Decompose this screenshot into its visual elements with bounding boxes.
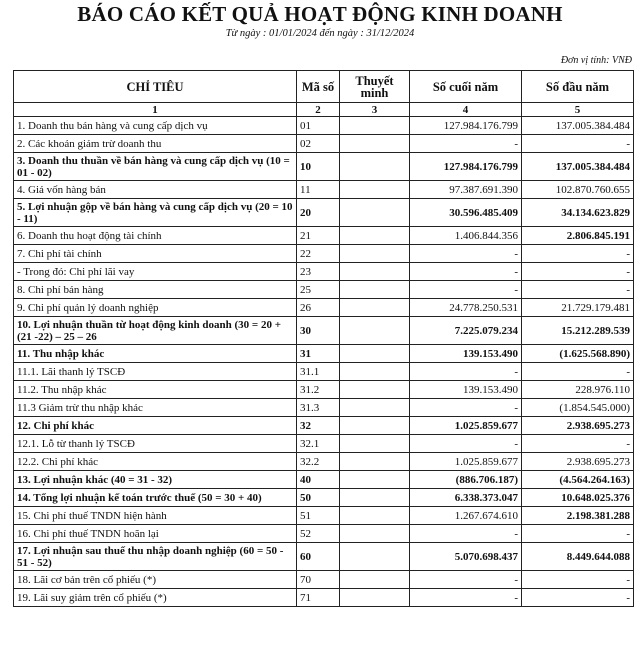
row-code: 60 xyxy=(297,543,340,571)
table-row xyxy=(14,571,634,589)
row-code: 22 xyxy=(297,245,340,263)
table-row xyxy=(14,453,634,471)
row-end-value: (886.706.187) xyxy=(410,471,522,489)
row-start-value: - xyxy=(522,571,634,589)
row-end-value: 5.070.698.437 xyxy=(410,543,522,571)
row-start-value: 102.870.760.655 xyxy=(522,181,634,199)
row-label: 8. Chi phí bán hàng xyxy=(14,281,297,299)
row-end-value: - xyxy=(410,363,522,381)
row-start-value: - xyxy=(522,435,634,453)
row-label: 19. Lãi suy giảm trên cổ phiếu (*) xyxy=(14,589,297,607)
row-start-value: - xyxy=(522,245,634,263)
row-code: 26 xyxy=(297,299,340,317)
row-note xyxy=(340,363,410,381)
row-note xyxy=(340,589,410,607)
row-code: 32.2 xyxy=(297,453,340,471)
row-start-value: 21.729.179.481 xyxy=(522,299,634,317)
row-label: 9. Chi phí quản lý doanh nghiệp xyxy=(14,299,297,317)
row-note xyxy=(340,471,410,489)
report-period: Từ ngày : 01/01/2024 đến ngày : 31/12/2024 xyxy=(225,28,415,39)
row-start-value: 34.134.623.829 xyxy=(522,199,634,227)
row-start-value: 228.976.110 xyxy=(522,381,634,399)
table-row xyxy=(14,417,634,435)
table-row xyxy=(14,299,634,317)
row-label: 15. Chi phí thuế TNDN hiện hành xyxy=(14,507,297,525)
table-row xyxy=(14,543,634,571)
table-row xyxy=(14,135,634,153)
row-note xyxy=(340,525,410,543)
row-code: 31.1 xyxy=(297,363,340,381)
row-start-value: 137.005.384.484 xyxy=(522,153,634,181)
column-index: 4 xyxy=(410,103,522,117)
table-row xyxy=(14,363,634,381)
row-code: 02 xyxy=(297,135,340,153)
row-end-value: 139.153.490 xyxy=(410,345,522,363)
row-label: 11.2. Thu nhập khác xyxy=(14,381,297,399)
row-start-value: (1.625.568.890) xyxy=(522,345,634,363)
row-label: 4. Giá vốn hàng bán xyxy=(14,181,297,199)
table-row xyxy=(14,317,634,345)
row-code: 31.3 xyxy=(297,399,340,417)
row-code: 25 xyxy=(297,281,340,299)
row-start-value: 2.938.695.273 xyxy=(522,453,634,471)
row-label: 1. Doanh thu bán hàng và cung cấp dịch vụ xyxy=(14,117,297,135)
row-start-value: 2.806.845.191 xyxy=(522,227,634,245)
table-row xyxy=(14,345,634,363)
row-end-value: - xyxy=(410,281,522,299)
row-end-value: - xyxy=(410,589,522,607)
row-note xyxy=(340,435,410,453)
row-end-value: - xyxy=(410,135,522,153)
row-end-value: - xyxy=(410,245,522,263)
row-note xyxy=(340,345,410,363)
row-code: 11 xyxy=(297,181,340,199)
row-note xyxy=(340,571,410,589)
row-code: 31.2 xyxy=(297,381,340,399)
row-label: 18. Lãi cơ bản trên cổ phiếu (*) xyxy=(14,571,297,589)
row-note xyxy=(340,299,410,317)
row-label: 11.3 Giảm trừ thu nhập khác xyxy=(14,399,297,417)
row-label: 5. Lợi nhuận gộp về bán hàng và cung cấp dịch vụ (20 = 10 - 11) xyxy=(14,199,297,227)
column-index: 3 xyxy=(340,103,410,117)
row-label: 12.2. Chi phí khác xyxy=(14,453,297,471)
report-title: BÁO CÁO KẾT QUẢ HOẠT ĐỘNG KINH DOANH xyxy=(77,2,563,26)
table-row xyxy=(14,227,634,245)
row-note xyxy=(340,263,410,281)
table-row xyxy=(14,263,634,281)
column-index-row xyxy=(14,103,634,117)
row-label: 11. Thu nhập khác xyxy=(14,345,297,363)
row-label: 13. Lợi nhuận khác (40 = 31 - 32) xyxy=(14,471,297,489)
row-end-value: 1.025.859.677 xyxy=(410,453,522,471)
header-row xyxy=(14,71,634,103)
row-start-value: - xyxy=(522,363,634,381)
header-so-cuoi-nam: Số cuối năm xyxy=(410,71,522,103)
row-start-value: 8.449.644.088 xyxy=(522,543,634,571)
row-note xyxy=(340,199,410,227)
row-label: 10. Lợi nhuận thuần từ hoạt động kinh doanh (30 = 20 + (21 -22) – 25 – 26 xyxy=(14,317,297,345)
row-note xyxy=(340,489,410,507)
row-end-value: 30.596.485.409 xyxy=(410,199,522,227)
header-ma-so: Mã số xyxy=(297,71,340,103)
row-start-value: (4.564.264.163) xyxy=(522,471,634,489)
row-code: 50 xyxy=(297,489,340,507)
row-code: 21 xyxy=(297,227,340,245)
table-row xyxy=(14,181,634,199)
row-start-value: (1.854.545.000) xyxy=(522,399,634,417)
row-label: 7. Chi phí tài chính xyxy=(14,245,297,263)
row-note xyxy=(340,453,410,471)
row-end-value: - xyxy=(410,399,522,417)
row-note xyxy=(340,227,410,245)
row-note xyxy=(340,281,410,299)
income-statement-table xyxy=(13,70,634,607)
row-end-value: 97.387.691.390 xyxy=(410,181,522,199)
row-start-value: - xyxy=(522,589,634,607)
row-code: 31 xyxy=(297,345,340,363)
row-note xyxy=(340,153,410,181)
row-code: 20 xyxy=(297,199,340,227)
table-row xyxy=(14,381,634,399)
row-code: 40 xyxy=(297,471,340,489)
row-start-value: 10.648.025.376 xyxy=(522,489,634,507)
row-end-value: 24.778.250.531 xyxy=(410,299,522,317)
row-end-value: 127.984.176.799 xyxy=(410,153,522,181)
row-end-value: 127.984.176.799 xyxy=(410,117,522,135)
row-note xyxy=(340,117,410,135)
row-start-value: 15.212.289.539 xyxy=(522,317,634,345)
row-note xyxy=(340,181,410,199)
row-start-value: 137.005.384.484 xyxy=(522,117,634,135)
table-row xyxy=(14,281,634,299)
column-index: 2 xyxy=(297,103,340,117)
table-row xyxy=(14,245,634,263)
currency-unit: Đơn vị tính: VNĐ xyxy=(560,55,632,66)
table-row xyxy=(14,489,634,507)
row-label: 17. Lợi nhuận sau thuế thu nhập doanh nghiệp (60 = 50 - 51 - 52) xyxy=(14,543,297,571)
table-row xyxy=(14,471,634,489)
row-code: 30 xyxy=(297,317,340,345)
row-note xyxy=(340,381,410,399)
row-end-value: - xyxy=(410,571,522,589)
row-note xyxy=(340,417,410,435)
row-start-value: - xyxy=(522,281,634,299)
table-row xyxy=(14,525,634,543)
row-label: 14. Tổng lợi nhuận kế toán trước thuế (50 = 30 + 40) xyxy=(14,489,297,507)
row-note xyxy=(340,543,410,571)
table-row xyxy=(14,399,634,417)
row-end-value: 1.406.844.356 xyxy=(410,227,522,245)
row-code: 01 xyxy=(297,117,340,135)
row-note xyxy=(340,317,410,345)
row-code: 52 xyxy=(297,525,340,543)
row-code: 71 xyxy=(297,589,340,607)
header-chi-tieu: CHỈ TIÊU xyxy=(14,71,297,103)
row-note xyxy=(340,245,410,263)
row-end-value: - xyxy=(410,263,522,281)
column-index: 5 xyxy=(522,103,634,117)
row-label: - Trong đó: Chi phí lãi vay xyxy=(14,263,297,281)
row-end-value: 7.225.079.234 xyxy=(410,317,522,345)
header-thuyet-minh: Thuyết minh xyxy=(340,71,410,103)
row-note xyxy=(340,507,410,525)
table-row xyxy=(14,435,634,453)
row-code: 32.1 xyxy=(297,435,340,453)
row-end-value: 6.338.373.047 xyxy=(410,489,522,507)
row-label: 2. Các khoản giảm trừ doanh thu xyxy=(14,135,297,153)
column-index: 1 xyxy=(14,103,297,117)
row-end-value: 139.153.490 xyxy=(410,381,522,399)
row-end-value: 1.025.859.677 xyxy=(410,417,522,435)
row-code: 23 xyxy=(297,263,340,281)
row-start-value: 2.938.695.273 xyxy=(522,417,634,435)
row-code: 10 xyxy=(297,153,340,181)
row-label: 6. Doanh thu hoạt động tài chính xyxy=(14,227,297,245)
row-code: 51 xyxy=(297,507,340,525)
table-row xyxy=(14,199,634,227)
row-note xyxy=(340,399,410,417)
table-row xyxy=(14,589,634,607)
row-label: 11.1. Lãi thanh lý TSCĐ xyxy=(14,363,297,381)
table-row xyxy=(14,507,634,525)
table-body xyxy=(14,117,634,607)
row-label: 12.1. Lỗ từ thanh lý TSCĐ xyxy=(14,435,297,453)
row-label: 3. Doanh thu thuần về bán hàng và cung cấp dịch vụ (10 = 01 - 02) xyxy=(14,153,297,181)
row-start-value: - xyxy=(522,525,634,543)
row-end-value: - xyxy=(410,435,522,453)
row-end-value: - xyxy=(410,525,522,543)
row-note xyxy=(340,135,410,153)
row-start-value: - xyxy=(522,135,634,153)
row-end-value: 1.267.674.610 xyxy=(410,507,522,525)
table-row xyxy=(14,153,634,181)
row-start-value: 2.198.381.288 xyxy=(522,507,634,525)
row-label: 16. Chi phí thuế TNDN hoãn lại xyxy=(14,525,297,543)
row-code: 32 xyxy=(297,417,340,435)
table-row xyxy=(14,117,634,135)
row-code: 70 xyxy=(297,571,340,589)
row-label: 12. Chi phí khác xyxy=(14,417,297,435)
header-so-dau-nam: Số đầu năm xyxy=(522,71,634,103)
row-start-value: - xyxy=(522,263,634,281)
